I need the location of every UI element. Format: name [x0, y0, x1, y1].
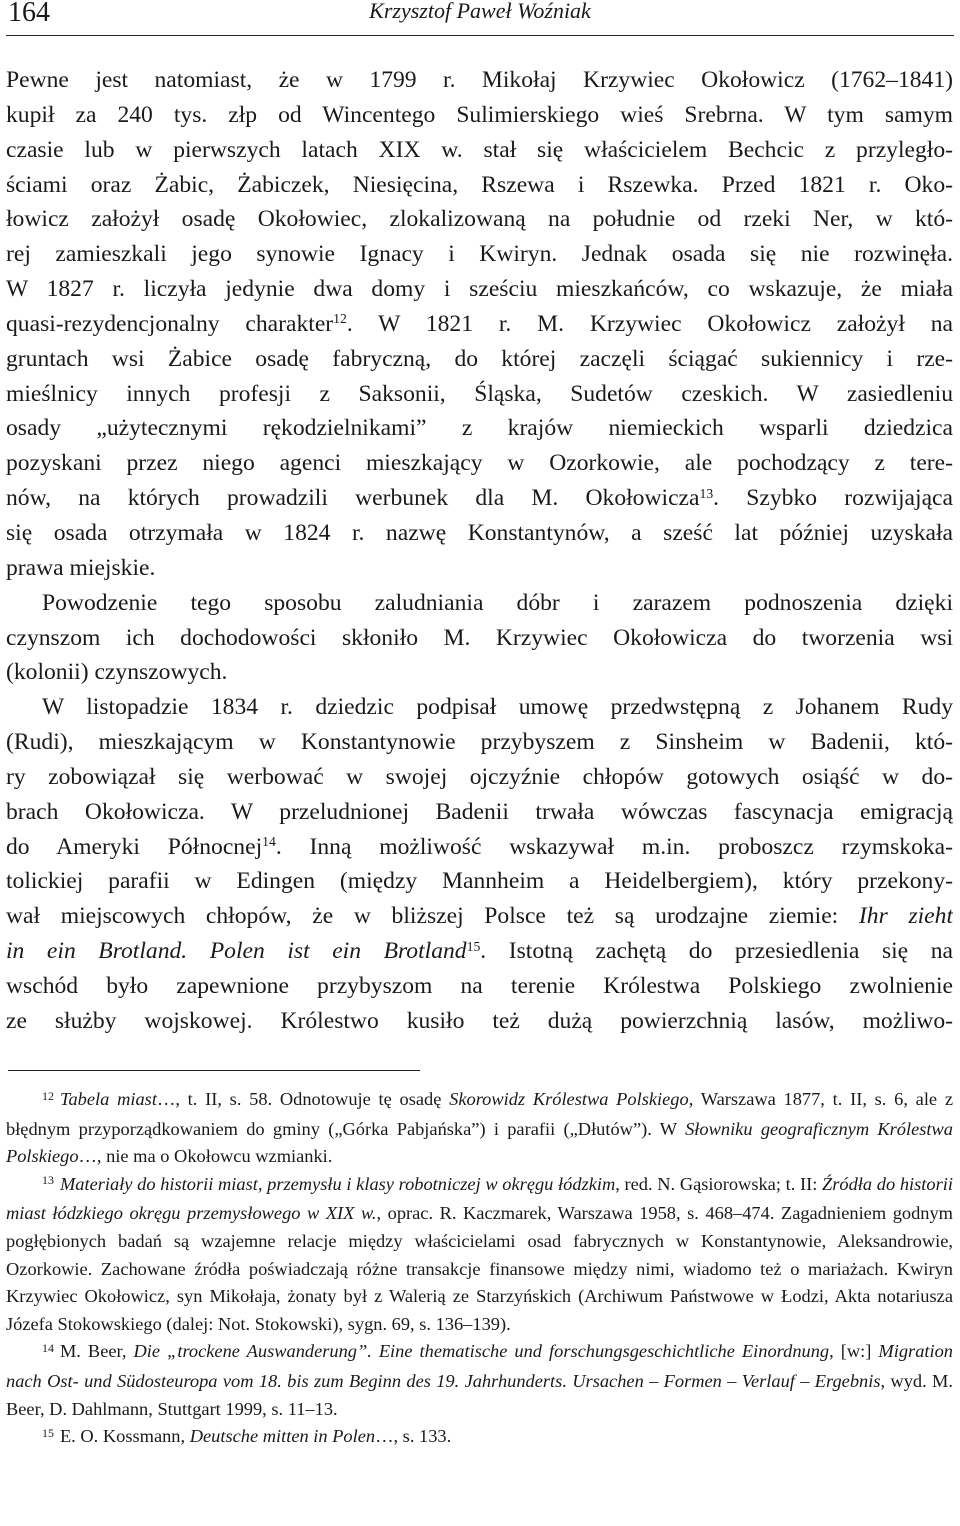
text-line: ściami oraz Żabic, Żabiczek, Niesięcina, Rszewa i Rszewka. Przed 1821 r. Oko-: [6, 171, 953, 198]
text-line: czynszom ich dochodowości skłoniło M. Krzywiec Okołowicza do tworzenia wsi: [6, 624, 953, 651]
footnote-13: [6, 1171, 953, 1339]
text-run: …, s. 133.: [375, 1426, 452, 1447]
text-line: osady „użytecznymi rękodzielnikami” z krajów niemieckich wsparli dziedzica: [6, 415, 953, 442]
text-run: quasi-rezydencjonalny charakter: [6, 310, 334, 337]
italic-title: Deutsche mitten in Polen: [189, 1426, 376, 1447]
paragraph-2: [6, 586, 953, 691]
footnote-number: 14: [42, 1340, 54, 1355]
text-line: Pewne jest natomiast, że w 1799 r. Mikołaj Krzywiec Okołowicz (1762–1841): [6, 67, 953, 93]
text-run: . W 1821 r. M. Krzywiec Okołowicz założył na: [346, 310, 953, 337]
text-line: (Rudi), mieszkającym w Konstantynowie przybyszem z Sinsheim w Badenii, któ-: [6, 729, 953, 756]
text-line: [6, 481, 953, 516]
footnote-number: 15: [42, 1425, 54, 1440]
text-line: Powodzenie tego sposobu zaludniania dóbr i zarazem podnoszenia dzięki: [42, 589, 953, 616]
text-run: , Warszawa 1877, t. II, s. 6, ale z błędnym przyporządkowaniem do gminy („Górka Pabjańska”) i parafii („Dłutów”). W: [6, 1089, 953, 1139]
text-line: (kolonii) czynszowych.: [6, 659, 228, 686]
footnote-ref-12[interactable]: 12: [333, 311, 347, 327]
paragraph-3: [6, 690, 953, 1038]
text-run: , red. N. Gąsiorowska; t. II:: [615, 1173, 823, 1194]
italic-title: Tabela miast: [59, 1089, 157, 1109]
footnotes: [6, 1086, 953, 1453]
text-line: czasie lub w pierwszych latach XIX w. stał się właścicielem Bechcic z przyległo-: [6, 136, 953, 163]
body-text: [6, 63, 953, 1039]
footnote-14: [6, 1338, 953, 1423]
italic-title: Skorowidz Królestwa Polskiego: [449, 1089, 689, 1109]
text-run: M. Beer,: [59, 1341, 134, 1362]
text-line: ze służby wojskowej. Królestwo kusiło też dużą powierzchnią lasów, możliwo-: [6, 1007, 953, 1034]
text-line: brach Okołowicza. W przeludnionej Badenii trwała wówczas fascynacja emigracją: [6, 798, 953, 825]
footnote-12: [6, 1086, 953, 1171]
italic-title: Die „trockene Auswanderung”. Eine thematische und forschungsgeschichtliche Einordnung: [133, 1341, 830, 1362]
paragraph-1: [6, 63, 953, 586]
footnote-ref-15[interactable]: 15: [466, 938, 481, 954]
text-line: [6, 899, 953, 934]
text-run: . Istotną zachętą do przesiedlenia się na: [480, 938, 953, 965]
italic-quote: Ihr zieht: [858, 903, 953, 930]
text-run: , oprac. R. Kaczmarek, Warszawa 1958, s. 468–474. Zagadnieniem godnym pogłębionych badań są wzajemne relacje między właścicielami osad fabrycznych w Konstantynowie, Aleksandrowie, Ozorkowie. Zachowane źródła poświadczają różne transakcje finansowe między nimi, wiadomo też o mariażach. Kwiryn Krzywiec Okołowicz, syn Mikołaja, żonaty był z Walerią ze Starzyńskich (Archiwum Państwowe w Łodzi, Akta notariusza Józefa Stokowskiego (dalej: Not. Stokowski), sygn. 69, s. 136–139).: [6, 1203, 953, 1334]
text-line: W listopadzie 1834 r. dziedzic podpisał umowę przedwstępną z Johanem Rudy: [42, 694, 953, 721]
text-run: . Inną możliwość wskazywał m.in. proboszcz rzymskoka-: [275, 833, 953, 860]
text-line: prawa miejskie.: [6, 554, 156, 581]
footnote-separator: [8, 1070, 420, 1071]
footnote-ref-13[interactable]: 13: [699, 485, 714, 501]
text-line: ry zobowiązał się werbować w swojej ojczyźnie chłopów gotowych osiąść w do-: [6, 763, 953, 790]
text-run: , [w:]: [829, 1341, 879, 1362]
footnote-number: 12: [42, 1088, 54, 1103]
footnote-15: [6, 1423, 953, 1453]
footnote-ref-14[interactable]: 14: [262, 834, 276, 850]
text-line: pozyskani przez niego agenci mieszkający w Ozorkowie, ale pochodzący z tere-: [6, 450, 953, 477]
italic-quote: in ein Brotland. Polen ist ein Brotland: [6, 938, 467, 965]
text-line: się osada otrzymała w 1824 r. nazwę Konstantynów, a sześć lat później uzyskała: [6, 519, 953, 546]
text-line: gruntach wsi Żabice osadę fabryczną, do której zaczęli ściągać sukiennicy i rze-: [6, 345, 953, 372]
page-header: [6, 0, 954, 30]
italic-title: Źródła do historii miast łódzkiego okręgu przemysłowego w XIX w.: [6, 1173, 953, 1224]
italic-title: Materiały do historii miast, przemysłu i klasy robotniczej w okręgu łódzkim: [59, 1173, 616, 1194]
text-run: . Szybko rozwijająca: [713, 485, 953, 512]
italic-title: Migration nach Ost- und Südosteuropa vom 18. bis zum Beginn des 19. Jahrhunderts. Ursachen – Formen – Verlauf – Ergebnis: [6, 1341, 953, 1391]
running-head-author: Krzysztof Paweł Woźniak: [369, 0, 591, 23]
text-line: mieślnicy innych profesji z Saksonii, Śląska, Sudetów czeskich. W zasiedleniu: [6, 380, 953, 407]
footnote-number: 13: [42, 1173, 54, 1188]
text-line: W 1827 r. liczyła jedynie dwa domy i sześciu mieszkańców, co wskazuje, że miała: [6, 276, 953, 303]
text-line: rej zamieszkali jego synowie Ignacy i Kwiryn. Jednak osada się nie rozwinęła.: [6, 241, 953, 268]
text-line: tolickiej parafii w Edingen (między Mannheim a Heidelbergiem), który przekony-: [6, 868, 953, 895]
header-rule: [6, 35, 954, 36]
text-line: [6, 830, 953, 865]
text-line: wschód było zapewnione przybyszom na terenie Królestwa Polskiego zwolnienie: [6, 972, 953, 999]
italic-title: Słowniku geograficznym Królestwa Polskiego: [6, 1118, 953, 1167]
text-line: łowicz założył osadę Okołowiec, zlokalizowaną na południe od rzeki Ner, w któ-: [6, 206, 953, 233]
text-line: [6, 934, 953, 969]
text-line: kupił za 240 tys. złp od Wincentego Sulimierskiego wieś Srebrna. W tym samym: [6, 101, 953, 128]
text-run: , wyd. M. Beer, D. Dahlmann, Stuttgart 1999, s. 11–13.: [6, 1370, 953, 1419]
text-run: nów, na których prowadzili werbunek dla M. Okołowicza: [6, 485, 700, 512]
text-run: …, t. II, s. 58. Odnotowuje tę osadę: [156, 1089, 450, 1109]
page-number: 164: [8, 0, 50, 28]
text-run: …, nie ma o Okołowcu wzmianki.: [78, 1146, 333, 1167]
text-run: wał miejscowych chłopów, że w bliższej Polsce też są urodzajne ziemie:: [6, 903, 859, 930]
text-run: do Ameryki Północnej: [6, 833, 263, 860]
text-run: E. O. Kossmann,: [59, 1426, 190, 1447]
text-line: [6, 307, 953, 342]
